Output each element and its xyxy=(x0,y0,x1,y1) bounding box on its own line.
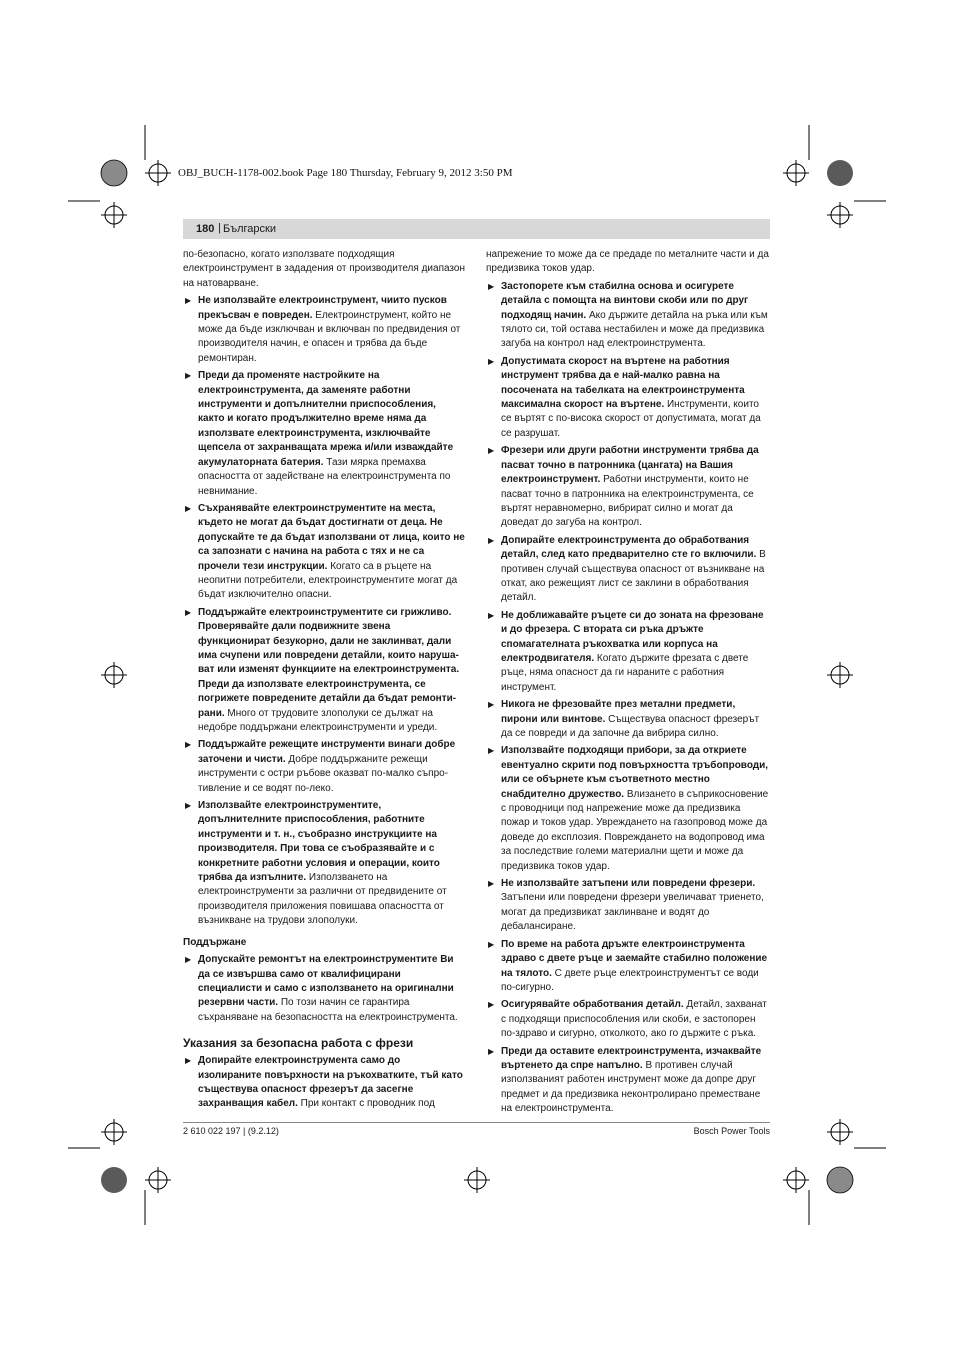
bullet-icon: ▶ xyxy=(488,879,495,889)
bullet-icon: ▶ xyxy=(488,1046,495,1056)
header-separator: | xyxy=(218,222,221,234)
bullet-icon: ▶ xyxy=(185,740,192,750)
left-column xyxy=(183,248,465,1112)
header-language: Български xyxy=(223,223,276,235)
list-item: ▶ Фрезери или други работни инструменти трябва да пасват точно в патронника (цангата) на Вашия електроинструмент. Работни инструменти, които не пасват точно в патронника на електроинструмента, се въртят неравномерно, вибрират силно и могат да доведат до загуба на контрол. xyxy=(488,445,759,529)
footer-brand: Bosch Power Tools xyxy=(693,1126,770,1136)
list-item: ▶ Съхранявайте електроинструментите на места, където не могат да бъдат достигнати от деца. Не допускайте те да бъдат използвани от лица, които не са запознати с начина на работа с тях и не са прочели тези инструкции. Когато са в ръцете на неопитни потребители, електроинструментите могат да бъдат изключително опасни. xyxy=(185,502,465,601)
list-item: ▶ Не използвайте затъпени или повредени фрезери. Затъпени или повредени фрезери увеличават триенето, могат да предизвикат заклинване и водят до дебалансиране. xyxy=(488,878,764,933)
bullet-icon: ▶ xyxy=(488,700,495,710)
list-item: ▶ Допирайте електроинструмента само до изолираните повърхности на ръкохватките, тъй като съществува опасност фрезерът да засегне захранващия кабел. При контакт с проводник под xyxy=(185,1055,463,1110)
bullet-icon: ▶ xyxy=(488,746,495,756)
bullet-icon: ▶ xyxy=(488,1000,495,1010)
list-item: ▶ Никога не фрезовайте през метални предмети, пирони или винтове. Съществува опасност фрезерът да се повреди и да започне да вибрира силно. xyxy=(488,699,760,739)
bullet-icon: ▶ xyxy=(488,939,495,949)
continued-paragraph: напрежение то може да се предаде по металните части и да предизвика токов удар. xyxy=(486,249,769,275)
maintenance-heading: Поддържане xyxy=(183,936,247,948)
list-item: ▶ Допирайте електроинструмента до обработвания детайл, след като предварително сте го включили. В противен случай съществува опасност от възникване на откат, ако режещият лист се заклини в обработвания детайл. xyxy=(488,534,766,604)
continued-paragraph: по-безопасно, когато използвате подходящия електроинструмент в зададения от производителя диапазон на натоварване. xyxy=(183,249,465,289)
footer-doc-number: 2 610 022 197 | (9.2.12) xyxy=(183,1126,279,1136)
page-number: 180 xyxy=(196,223,215,235)
bullet-icon: ▶ xyxy=(185,607,192,617)
bullet-icon: ▶ xyxy=(488,610,495,620)
print-slug: OBJ_BUCH-1178-002.book Page 180 Thursday, February 9, 2012 3:50 PM xyxy=(178,167,513,179)
bullet-icon: ▶ xyxy=(185,503,192,513)
list-item: ▶ Преди да променяте настройките на електроинструмента, да заменяте работни инструменти и допълнителни приспособления, както и когато продължително време няма да използвате електроинструмента, изключвайте щепсела от захранващата мрежа и/или изваждайте акумулаторната батерия. Тази мярка премахва опасността от задействане на електроинструмента по невнимание. xyxy=(185,370,454,497)
list-item: ▶ Не доближавайте ръцете си до зоната на фрезоване и до фрезера. С втората си ръка дръжте спомагателната ръкохватка или корпуса на електродвигателя. Когато държите фрезата с двете ръце, няма опасност да ги нараните с работния инструмент. xyxy=(488,609,764,693)
list-item: ▶ Преди да оставите електроинструмента, изчаквайте въртенето да спре напълно. В противен случай използваният работен инструмент може да допре друг предмет и да предизвика неконтролирано преместване на електроинструмента. xyxy=(488,1045,762,1115)
list-item: ▶ Допустимата скорост на въртене на работния инструмент трябва да е най-малко равна на посочената на табелката на електроинструмента максимална скорост на въртене. Инструменти, които се въртят с по-висока скорост от допустимата, могат да се разрушат. xyxy=(488,355,761,439)
bullet-icon: ▶ xyxy=(185,371,192,381)
bullet-icon: ▶ xyxy=(488,446,495,456)
right-column xyxy=(486,248,770,1117)
bullet-icon: ▶ xyxy=(488,535,495,545)
bullet-icon: ▶ xyxy=(185,955,192,965)
bullet-icon: ▶ xyxy=(185,296,192,306)
list-item: ▶ По време на работа дръжте електроинструмента здраво с двете ръце и заемайте стабилно положение на тялото. С двете ръце електроинструментът се води по-сигурно. xyxy=(488,938,768,993)
list-item: ▶ Застопорете към стабилна основа и осигурете детайла с помощта на винтови скоби или по друг подходящ начин. Ако държите детайла на ръка или към тялото си, той остава нестабилен и може да предизвика загуба на контрол над електроинструмента. xyxy=(488,280,768,350)
list-item: ▶ Използвайте подходящи прибори, за да откриете евентуално скрити под повърхността тръбопроводи, или се обърнете към съответното местно снабдително дружество. Влизането в съприкосновение с проводници под напрежение може да предизвика пожар и токов удар. Увреждането на газопровод може да доведе до експлозия. Повреждането на водопровод има за последствие големи материални щети и може да предизвика токов удар. xyxy=(488,745,769,872)
bullet-icon: ▶ xyxy=(185,1056,192,1066)
bullet-icon: ▶ xyxy=(488,281,495,291)
list-item: ▶ Осигурявайте обработвания детайл. Детайл, захванат с подходящи приспособления или скоби, е застопорен по-здраво и сигурно, отколкото, ако го държите с ръка. xyxy=(488,999,767,1040)
list-item: ▶ Не използвайте електроинструмент, чиито пусков прекъсвач е повреден. Електроинструмент, който не може да бъде изключван и включван по предвидения от производителя начин, е опасен и трябва да бъде ремонтиран. xyxy=(185,295,461,364)
list-item: ▶ Допускайте ремонтът на електроинструментите Ви да се извършва само от квалифицирани специалисти и само с използването на оригинални резервни части. По този начин се гарантира съхраняване на безопасността на електроинструмента. xyxy=(185,954,458,1023)
section-heading: Указания за безопасна работа с фрези xyxy=(183,1036,414,1051)
list-item: ▶ Поддържайте режещите инструменти винаги добре заточени и чисти. Добре поддържаните режещи инструменти с остри ръбове оказват по-малко съпро-тивление и се водят по-леко. xyxy=(185,739,456,794)
bullet-icon: ▶ xyxy=(185,801,192,811)
list-item: ▶ Използвайте електроинструментите, допълнителните приспособления, работните инструменти и т. н., съобразно инструкциите на производителя. При това се съобразявайте и с конкретните работни условия и операции, които трябва да изпълните. Използването на електроинструменти за различни от предвидените от производителя приложения повишава опасността от възникване на трудови злополуки. xyxy=(185,800,447,927)
footer-rule xyxy=(183,1122,770,1123)
list-item: ▶ Поддържайте електроинструментите си грижливо. Проверявайте дали подвижните звена функционират безукорно, дали не заклинват, дали има счупени или повредени детайли, които наруша-ват или изменят функциите на електроинструмента. Преди да използвате електроинструмента, се погрижете повредените детайли да бъдат ремонти-рани. Много от трудовите злополуки се дължат на недобре поддържани електроинструменти и уреди. xyxy=(185,606,460,733)
bullet-icon: ▶ xyxy=(488,356,495,366)
